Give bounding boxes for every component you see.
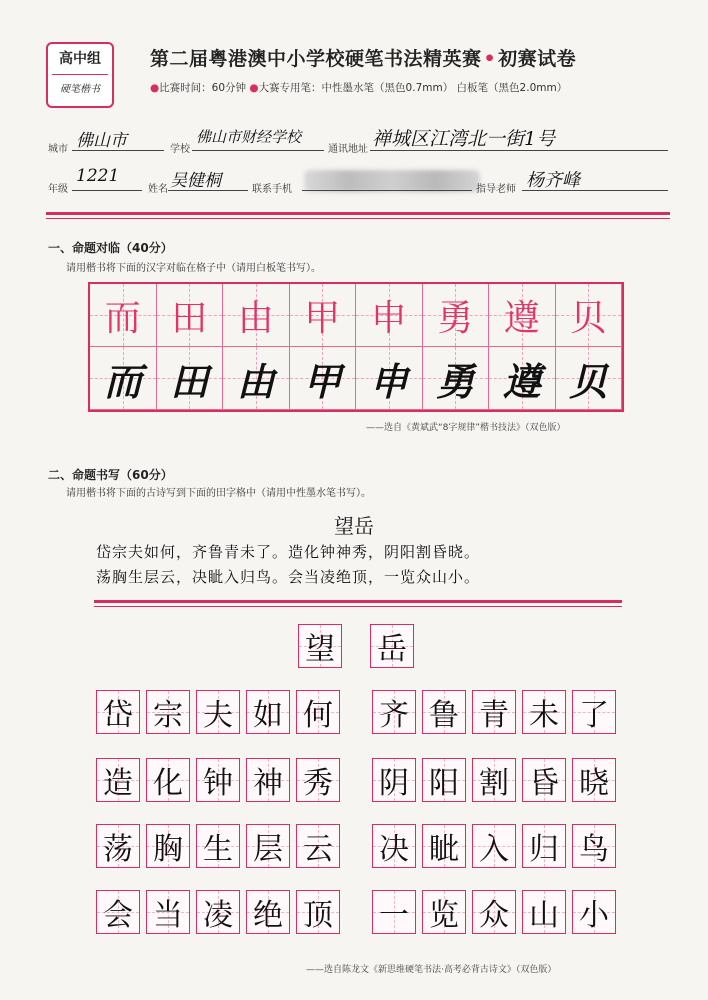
written-char: 云 (303, 832, 333, 867)
written-char: 鲁 (429, 698, 459, 733)
written-char: 众 (479, 898, 509, 933)
written-char: 晓 (579, 766, 609, 801)
poem-title: 望岳 (334, 514, 374, 538)
poem-char-cell[interactable] (96, 690, 140, 734)
written-char: 割 (479, 766, 509, 801)
written-char: 层 (253, 832, 283, 867)
teacher-label: 指导老师 (476, 184, 516, 195)
written-char: 夫 (203, 698, 233, 733)
written-char: 化 (153, 766, 183, 801)
written-char: 胸 (153, 832, 183, 867)
poem-char-cell[interactable] (572, 758, 616, 802)
written-char: 一 (379, 898, 409, 933)
written-char: 青 (479, 698, 509, 733)
poem-char-cell[interactable] (472, 824, 516, 868)
handwritten-char: 甲 (303, 358, 342, 404)
model-char: 勇 (437, 297, 474, 339)
written-char: 昏 (529, 766, 559, 801)
written-char: 决 (379, 832, 409, 867)
badge-category-label: 硬笔楷书 (60, 84, 100, 95)
written-char: 了 (579, 698, 609, 733)
section1-source: ——选自《黄斌武“8字规律”楷书技法》（双色版） (366, 423, 566, 433)
written-char: 望 (305, 632, 335, 667)
written-char: 当 (153, 898, 183, 933)
written-char: 归 (529, 832, 559, 867)
section2-title: 二、命题书写（60分） (48, 468, 173, 482)
model-char: 贝 (570, 297, 607, 339)
written-char: 神 (253, 766, 283, 801)
poem-char-cell[interactable] (296, 690, 340, 734)
bullet-icon: • (483, 48, 497, 70)
phone-label: 联系手机 (252, 184, 292, 195)
section2-instructions: 请用楷书将下面的古诗写到下面的田字格中（请用中性墨水笔书写）。 (66, 488, 371, 499)
poem-char-cell[interactable] (572, 824, 616, 868)
written-char: 会 (103, 898, 133, 933)
exam-pens: 大赛专用笔：中性墨水笔（黑色0.7mm） 白板笔（黑色2.0mm） (258, 82, 568, 94)
written-char: 凌 (203, 898, 233, 933)
written-char: 荡 (103, 832, 133, 867)
section1-title: 一、命题对临（40分） (48, 241, 173, 255)
written-char: 入 (479, 832, 509, 867)
grade-value[interactable]: 1221 (76, 166, 120, 186)
badge-group-label: 高中组 (59, 51, 101, 67)
written-char: 鸟 (579, 832, 609, 867)
written-char: 眦 (429, 832, 459, 867)
address-value[interactable]: 禅城区江湾北一街1号 (372, 128, 556, 150)
handwritten-char: 遵 (502, 358, 541, 404)
written-char: 何 (303, 698, 333, 733)
poem-char-cell[interactable] (372, 824, 416, 868)
poem-char-cell[interactable] (422, 690, 466, 734)
handwritten-char: 由 (236, 358, 275, 404)
poem-char-cell[interactable] (422, 824, 466, 868)
written-char: 山 (529, 898, 559, 933)
written-char: 顶 (303, 898, 333, 933)
written-char: 阳 (429, 766, 459, 801)
bullet-icon: ● (249, 82, 259, 94)
poem-char-cell[interactable] (196, 758, 240, 802)
poem-char-cell[interactable] (246, 758, 290, 802)
written-char: 阴 (379, 766, 409, 801)
poem-title-cell[interactable] (370, 624, 414, 668)
written-char: 钟 (203, 766, 233, 801)
poem-char-cell[interactable] (196, 690, 240, 734)
exam-duration: 比赛时间：60分钟 (159, 82, 247, 94)
poem-char-cell[interactable] (522, 824, 566, 868)
handwritten-char: 贝 (569, 358, 608, 404)
poem-char-cell[interactable] (146, 690, 190, 734)
poem-char-cell[interactable] (422, 890, 466, 934)
written-char: 览 (429, 898, 459, 933)
poem-char-cell[interactable] (146, 758, 190, 802)
poem-line-2: 荡胸生层云，决眦入归鸟。会当凌绝顶，一览众山小。 (96, 568, 481, 586)
poem-char-cell[interactable] (296, 758, 340, 802)
section1-instructions: 请用楷书将下面的汉字对临在格子中（请用白板笔书写）。 (66, 263, 321, 274)
poem-char-cell[interactable] (572, 690, 616, 734)
poem-char-cell[interactable] (296, 824, 340, 868)
written-char: 造 (103, 766, 133, 801)
address-label: 通讯地址 (328, 144, 368, 155)
poem-char-cell[interactable] (372, 758, 416, 802)
poem-char-cell[interactable] (522, 690, 566, 734)
written-char: 秀 (303, 766, 333, 801)
poem-char-cell[interactable] (472, 890, 516, 934)
written-char: 岳 (377, 632, 407, 667)
handwritten-char: 田 (170, 358, 209, 404)
poem-char-cell[interactable] (146, 824, 190, 868)
poem-char-cell[interactable] (572, 890, 616, 934)
handwritten-char: 申 (369, 358, 408, 404)
written-char: 如 (253, 698, 283, 733)
model-char: 由 (237, 297, 274, 339)
poem-char-cell[interactable] (296, 890, 340, 934)
school-value[interactable]: 佛山市财经学校 (196, 128, 302, 146)
title-stage: 初赛试卷 (498, 48, 577, 70)
handwritten-char: 而 (103, 358, 142, 404)
poem-char-cell[interactable] (522, 890, 566, 934)
poem-char-cell[interactable] (422, 758, 466, 802)
poem-char-cell[interactable] (96, 824, 140, 868)
written-char: 宗 (153, 698, 183, 733)
grade-label: 年级 (48, 184, 68, 195)
school-label: 学校 (170, 144, 190, 155)
written-char: 小 (579, 898, 609, 933)
teacher-value[interactable]: 杨齐峰 (526, 170, 580, 191)
poem-char-cell[interactable] (472, 758, 516, 802)
poem-char-cell[interactable] (196, 890, 240, 934)
city-label: 城市 (48, 144, 68, 155)
name-label: 姓名 (148, 184, 168, 195)
poem-title-cell[interactable] (298, 624, 342, 668)
poem-char-cell[interactable] (372, 690, 416, 734)
poem-char-cell[interactable] (472, 690, 516, 734)
model-char: 申 (370, 297, 407, 339)
poem-char-cell[interactable] (196, 824, 240, 868)
poem-line-1: 岱宗夫如何，齐鲁青未了。造化钟神秀，阴阳割昏晓。 (96, 543, 481, 561)
poem-char-cell[interactable] (522, 758, 566, 802)
poem-char-cell[interactable] (246, 690, 290, 734)
poem-char-cell[interactable] (246, 890, 290, 934)
written-char: 绝 (253, 898, 283, 933)
model-char: 而 (104, 297, 141, 339)
poem-char-cell[interactable] (96, 890, 140, 934)
section2-source: ——选自陈龙文《新思维硬笔书法·高考必背古诗文》（双色版） (306, 965, 557, 975)
written-char: 岱 (103, 698, 133, 733)
poem-char-cell[interactable] (96, 758, 140, 802)
poem-char-cell[interactable] (246, 824, 290, 868)
written-char: 齐 (379, 698, 409, 733)
poem-char-cell[interactable] (372, 890, 416, 934)
bullet-icon: ● (150, 82, 160, 94)
handwritten-char: 勇 (436, 358, 475, 404)
title-main: 第二届粤港澳中小学校硬笔书法精英赛 (150, 48, 482, 70)
model-char: 遵 (503, 297, 540, 339)
written-char: 生 (203, 832, 233, 867)
written-char: 未 (529, 698, 559, 733)
model-char: 甲 (304, 297, 341, 339)
poem-char-cell[interactable] (146, 890, 190, 934)
city-value[interactable]: 佛山市 (76, 131, 127, 151)
name-value[interactable]: 吴健桐 (170, 171, 221, 191)
model-char: 田 (171, 297, 208, 339)
